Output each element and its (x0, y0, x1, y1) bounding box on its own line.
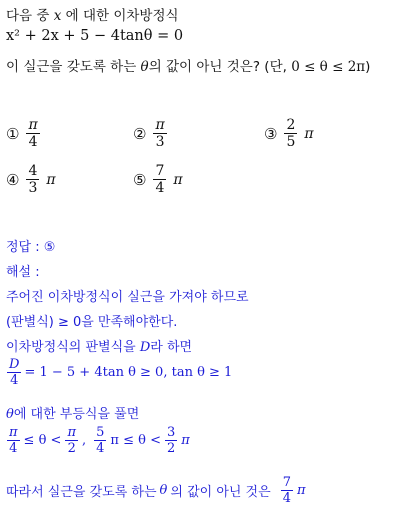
discriminant-text: 이차방정식의 판별식을 (6, 340, 136, 355)
variable-x: x (53, 8, 62, 24)
fraction-numerator: 7 (155, 163, 165, 179)
choice-4[interactable] (6, 164, 56, 195)
explanation-line-2: (판별식) ≥ 0을 만족해야한다. (6, 315, 178, 330)
question-intro-rest: 에 대한 이차방정식 (65, 8, 179, 24)
fraction-numerator: π (9, 425, 18, 440)
choice-number: ② (133, 124, 147, 143)
pi-symbol: π (296, 483, 306, 498)
equation: x² + 2x + 5 − 4tanθ = 0 (6, 28, 184, 44)
fraction-denominator: 4 (10, 373, 19, 388)
fraction-denominator: 2 (166, 441, 176, 456)
explanation-line-5 (6, 403, 139, 422)
choice-2[interactable] (133, 118, 168, 149)
choice-fraction (284, 118, 297, 149)
explanation-line-6 (6, 426, 190, 455)
pi-symbol: π (304, 125, 314, 142)
fraction (7, 426, 20, 455)
answer: 정답 : ⑤ (6, 240, 56, 255)
fraction-denominator: 5 (286, 134, 296, 150)
conclusion-text-rest: 의 값이 아닌 것은 (170, 485, 271, 500)
theta-symbol: θ (140, 59, 149, 75)
fraction-numerator: π (67, 425, 76, 440)
discriminant-fraction (7, 358, 21, 387)
theta-symbol: θ (6, 407, 14, 422)
choice-fraction (26, 164, 39, 195)
explanation-line-3 (6, 336, 192, 355)
fraction-denominator: 4 (282, 491, 291, 506)
fraction-numerator: π (155, 117, 165, 133)
fraction (165, 426, 177, 455)
theta-symbol: θ (159, 483, 168, 498)
fraction-numerator: 5 (96, 425, 105, 440)
choice-fraction (153, 164, 166, 195)
fraction-numerator: π (28, 117, 38, 133)
choice-number: ④ (6, 170, 20, 189)
explanation-line-7 (6, 476, 306, 505)
fraction (94, 426, 106, 455)
inequality-middle: π ≤ θ < (110, 433, 161, 448)
pi-symbol: π (181, 433, 190, 448)
fraction-numerator: 7 (282, 475, 291, 490)
choice-number: ③ (264, 124, 278, 143)
explanation-heading: 해설 : (6, 265, 40, 280)
question-close-paren: ) (365, 59, 371, 75)
choice-fraction (153, 118, 166, 149)
fraction-denominator: 2 (67, 441, 76, 456)
discriminant-text-rest: 라 하면 (150, 340, 193, 355)
choice-1[interactable] (6, 118, 41, 149)
choice-3[interactable] (264, 118, 314, 149)
separator: , (81, 433, 87, 448)
choice-fraction (26, 118, 39, 149)
fraction-numerator: 3 (166, 425, 176, 440)
choice-number: ① (6, 124, 20, 143)
discriminant-inequality: = 1 − 5 + 4tan θ ≥ 0, tan θ ≥ 1 (24, 365, 233, 380)
fraction-denominator: 3 (28, 180, 38, 196)
fraction-denominator: 4 (28, 134, 38, 150)
fraction-numerator: 2 (286, 117, 296, 133)
inequality-text: 에 대한 부등식을 풀면 (13, 407, 140, 422)
choice-number: ⑤ (133, 170, 147, 189)
fraction-denominator: 3 (155, 134, 165, 150)
question-condition-rest: 의 값이 아닌 것은? (단, (148, 59, 287, 75)
question-intro: 다음 중 (6, 8, 50, 24)
fraction-numerator: D (9, 357, 20, 372)
fraction-denominator: 4 (96, 441, 105, 456)
question-line-3 (6, 55, 370, 75)
conclusion-fraction (281, 476, 293, 505)
theta-range: 0 ≤ θ ≤ 2π (291, 59, 366, 75)
conclusion-text: 따라서 실근을 갖도록 하는 (6, 485, 157, 500)
discriminant-symbol: D (139, 340, 151, 355)
fraction-numerator: 4 (28, 163, 38, 179)
fraction-denominator: 4 (9, 441, 18, 456)
question-line-1 (6, 4, 179, 24)
pi-symbol: π (173, 171, 183, 188)
fraction-denominator: 4 (155, 180, 165, 196)
choice-5[interactable] (133, 164, 183, 195)
explanation-line-4 (6, 358, 232, 387)
question-condition: 이 실근을 갖도록 하는 (6, 59, 137, 75)
fraction (65, 426, 78, 455)
inequality-middle: ≤ θ < (23, 433, 62, 448)
explanation-line-1: 주어진 이차방정식이 실근을 가져야 하므로 (6, 290, 249, 305)
pi-symbol: π (46, 171, 56, 188)
